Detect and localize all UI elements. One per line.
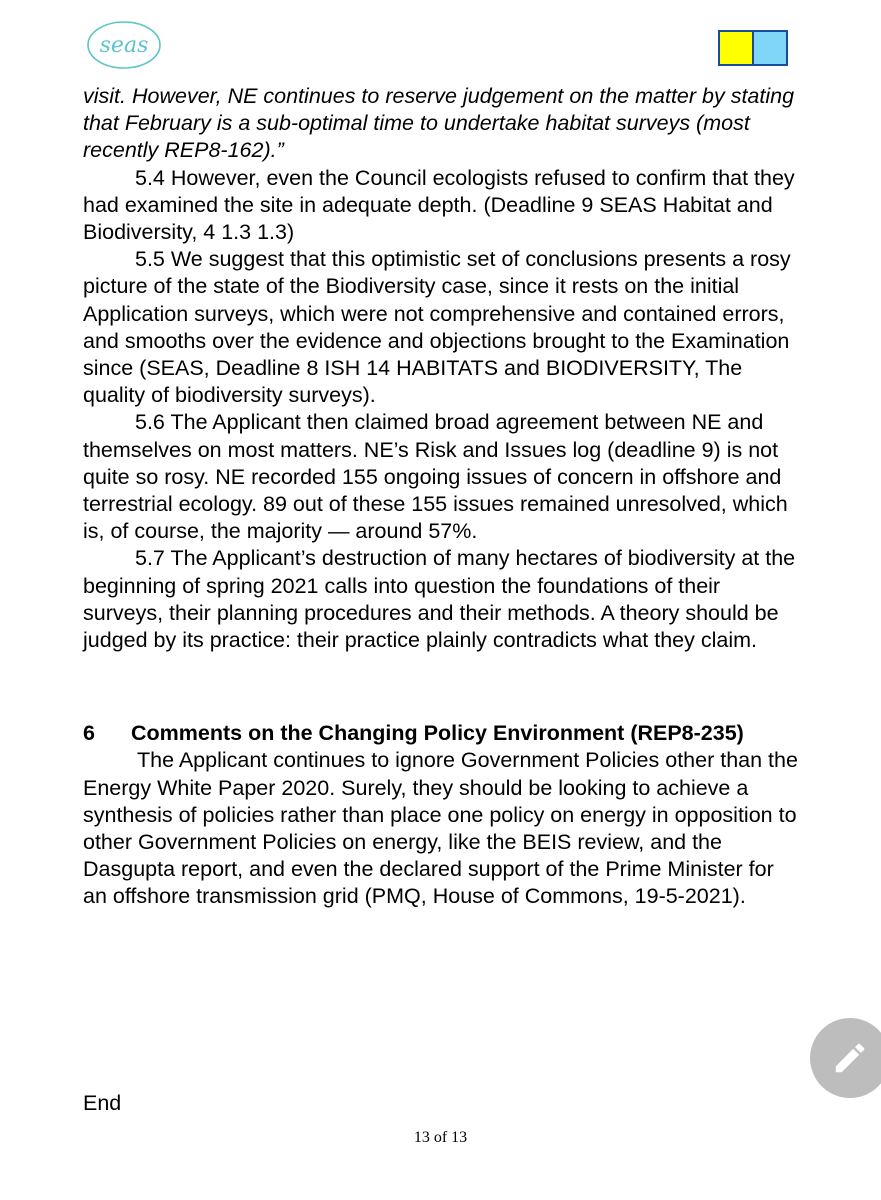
quote-continuation: visit. However, NE continues to reserve judgement on the matter by stating that February is a sub-optimal time to undertake habitat surveys (most recently REP8-162).”	[83, 84, 795, 163]
blue-box	[752, 30, 788, 66]
section-number: 6	[83, 721, 95, 746]
edit-button[interactable]	[810, 1018, 881, 1098]
paragraph-5-5: 5.5 We suggest that this optimistic set of conclusions presents a rosy picture of the state of the Biodiversity case, since it rests on the initial Application surveys, which were not comprehensive and contained errors, and smooths over the evidence and objections brought to the Examination since (SEAS, Deadline 8 ISH 14 HABITATS and BIODIVERSITY, The quality of biodiversity surveys).	[83, 247, 791, 408]
pencil-icon	[831, 1039, 869, 1077]
section-6-paragraph: The Applicant continues to ignore Government Policies other than the Energy White Paper 2020. Surely, they should be looking to achieve a synthesis of policies rather than place one policy on energy in opposition to other Government Policies on energy, like the BEIS review, and the Dasgupta report, and even the declared support of the Prime Minister for an offshore transmission grid (PMQ, House of Commons, 19-5-2021).	[83, 748, 798, 909]
page-number: 13 of 13	[413, 1129, 468, 1146]
paragraph-5-7: 5.7 The Applicant’s destruction of many hectares of biodiversity at the beginning of spring 2021 calls into question the foundations of their surveys, their planning procedures and their methods. A theory should be judged by its practice: their practice plainly contradicts what they claim.	[83, 546, 796, 653]
document-body	[83, 83, 803, 911]
paragraph-5-6: 5.6 The Applicant then claimed broad agreement between NE and themselves on most matters. NE’s Risk and Issues log (deadline 9) is not quite so rosy. NE recorded 155 ongoing issues of concern in offshore and terrestrial ecology. 89 out of these 155 issues remained unresolved, which is, of course, the majority — around 57%.	[83, 410, 788, 544]
seas-logo	[86, 20, 162, 70]
logo-text: seas	[99, 33, 149, 58]
section-6-heading	[83, 720, 803, 747]
yellow-box	[718, 30, 754, 66]
end-text: End	[83, 1091, 122, 1115]
paragraph-5-4: 5.4 However, even the Council ecologists refused to confirm that they had examined the site in adequate depth. (Deadline 9 SEAS Habitat and Biodiversity, 4 1.3 1.3)	[83, 165, 795, 245]
section-title: Comments on the Changing Policy Environment (REP8-235)	[131, 721, 744, 746]
color-boxes	[718, 30, 788, 66]
